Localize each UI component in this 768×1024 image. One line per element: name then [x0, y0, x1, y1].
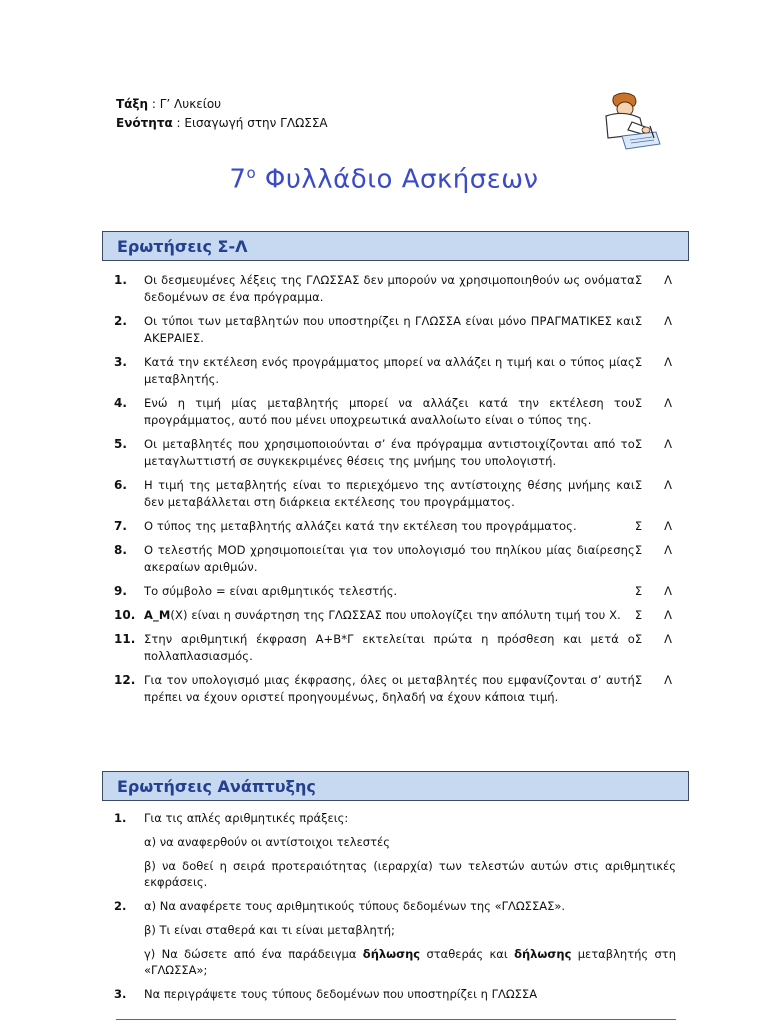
item-text: Το σύμβολο = είναι αριθμητικός τελεστής. — [144, 584, 398, 598]
item-number: 12. — [114, 673, 136, 687]
unit-label: Ενότητα — [116, 116, 173, 130]
true-option[interactable]: Σ — [634, 632, 643, 646]
false-option[interactable]: Λ — [664, 608, 672, 622]
section-heading-development: Ερωτήσεις Ανάπτυξης — [102, 771, 689, 801]
true-option[interactable]: Σ — [634, 543, 643, 557]
footer-divider — [116, 1019, 676, 1020]
item-text: Για τον υπολογισμό μιας έκφρασης, όλες οι μεταβλητές που εμφανίζονται σ’ αυτή πρέπει να έχουν οριστεί προηγουμένως, δηλαδή να έχουν κάποια τιμή. — [144, 673, 635, 704]
true-option[interactable]: Σ — [634, 396, 643, 410]
list-item — [114, 395, 676, 429]
true-option[interactable]: Σ — [634, 584, 643, 598]
list-item — [114, 810, 676, 898]
true-option[interactable]: Σ — [634, 355, 643, 369]
true-false-options[interactable] — [635, 583, 676, 600]
item-text: Ενώ η τιμή μίας μεταβλητής μπορεί να αλλάζει κατά την εκτέλεση του προγράμματος, αυτό που μένει υποχρεωτικά αναλλοίωτο είναι ο τύπος της. — [144, 396, 635, 427]
false-option[interactable]: Λ — [664, 478, 672, 492]
item-number: 2. — [114, 314, 127, 328]
item-text: Οι δεσμευμένες λέξεις της ΓΛΩΣΣΑΣ δεν μπορούν να χρησιμοποιηθούν ως ονόματα δεδομένων σε ένα πρόγραμμα. — [144, 273, 635, 304]
true-false-options[interactable] — [635, 395, 676, 429]
false-option[interactable]: Λ — [664, 355, 672, 369]
item-number: 2. — [114, 899, 127, 913]
item-text: Ο τελεστής MOD χρησιμοποιείται για τον υπολογισμό του πηλίκου μίας διαίρεσης ακεραίων αριθμών. — [144, 543, 635, 574]
item-text: Στην αριθμητική έκφραση Α+Β*Γ εκτελείται πρώτα η πρόσθεση και μετά ο πολλαπλασιασμός. — [144, 632, 635, 663]
item-text: Η τιμή της μεταβλητής είναι το περιεχόμενο της αντίστοιχης θέσης μνήμης και δεν μεταβάλλεται στη διάρκεια εκτέλεσης του προγράμματος. — [144, 478, 635, 509]
item-number: 7. — [114, 519, 127, 533]
false-option[interactable]: Λ — [664, 519, 672, 533]
question-part-b: β) Τι είναι σταθερά και τι είναι μεταβλητή; — [144, 923, 395, 937]
item-number: 5. — [114, 437, 127, 451]
true-false-options[interactable] — [635, 272, 676, 306]
item-text: Οι τύποι των μεταβλητών που υποστηρίζει η ΓΛΩΣΣΑ είναι μόνο ΠΡΑΓΜΑΤΙΚΕΣ και ΑΚΕΡΑΙΕΣ. — [144, 314, 635, 345]
false-option[interactable]: Λ — [664, 314, 672, 328]
true-false-options[interactable] — [635, 436, 676, 470]
item-number: 10. — [114, 608, 136, 622]
false-option[interactable]: Λ — [664, 543, 672, 557]
item-number: 1. — [114, 811, 127, 825]
class-label: Τάξη — [116, 97, 149, 111]
item-number: 1. — [114, 273, 127, 287]
item-number: 8. — [114, 543, 127, 557]
true-option[interactable]: Σ — [634, 437, 643, 451]
page-title: $7^o$ Φυλλάδιο Ασκήσεων — [229, 164, 539, 195]
list-item — [114, 631, 676, 665]
false-option[interactable]: Λ — [664, 584, 672, 598]
list-item — [114, 313, 676, 347]
list-item — [114, 672, 676, 706]
item-number: 9. — [114, 584, 127, 598]
true-false-options[interactable] — [635, 354, 676, 388]
false-option[interactable]: Λ — [664, 673, 672, 687]
false-option[interactable]: Λ — [664, 632, 672, 646]
true-false-options[interactable] — [635, 477, 676, 511]
list-item — [114, 898, 676, 986]
true-false-options[interactable] — [635, 518, 676, 535]
list-item — [114, 518, 676, 535]
list-item — [114, 477, 676, 511]
true-option[interactable]: Σ — [634, 519, 643, 533]
document-header — [116, 95, 328, 133]
question-part-a: α) να αναφερθούν οι αντίστοιχοι τελεστές — [144, 835, 390, 849]
question-intro: Για τις απλές αριθμητικές πράξεις: — [144, 811, 349, 825]
unit-value: : Εισαγωγή στην ΓΛΩΣΣΑ — [172, 116, 328, 130]
list-item — [114, 986, 676, 1010]
class-value: : Γ’ Λυκείου — [148, 97, 222, 111]
false-option[interactable]: Λ — [664, 437, 672, 451]
item-number: 4. — [114, 396, 127, 410]
list-item — [114, 272, 676, 306]
true-false-options[interactable] — [635, 542, 676, 576]
question-part-b: β) να δοθεί η σειρά προτεραιότητας (ιεραρχία) των τελεστών αυτών στις αριθμητικές εκφράσεις. — [144, 859, 676, 889]
question-part-c: γ) Να δώσετε από ένα παράδειγμα δήλωσης σταθεράς και δήλωσης μεταβλητής στη «ΓΛΩΣΣΑ»; — [144, 947, 676, 977]
true-false-list — [114, 272, 676, 713]
question-part-a: α) Να αναφέρετε τους αριθμητικούς τύπους δεδομένων της «ΓΛΩΣΣΑΣ». — [144, 899, 566, 913]
false-option[interactable]: Λ — [664, 273, 672, 287]
development-questions-list — [114, 810, 676, 1010]
item-text: Α_Μ(Χ) είναι η συνάρτηση της ΓΛΩΣΣΑΣ που υπολογίζει την απόλυτη τιμή του Χ. — [144, 608, 621, 622]
item-number: 6. — [114, 478, 127, 492]
true-false-options[interactable] — [635, 313, 676, 347]
true-option[interactable]: Σ — [634, 478, 643, 492]
list-item — [114, 583, 676, 600]
item-text: Ο τύπος της μεταβλητής αλλάζει κατά την εκτέλεση του προγράμματος. — [144, 519, 577, 533]
list-item — [114, 607, 676, 624]
item-number: 3. — [114, 355, 127, 369]
list-item — [114, 354, 676, 388]
student-writing-clipart — [584, 92, 662, 154]
item-number: 3. — [114, 987, 127, 1001]
section-heading-true-false: Ερωτήσεις Σ-Λ — [102, 231, 689, 261]
true-option[interactable]: Σ — [634, 608, 643, 622]
true-false-options[interactable] — [635, 672, 676, 706]
item-text: Οι μεταβλητές που χρησιμοποιούνται σ’ ένα πρόγραμμα αντιστοιχίζονται από το μεταγλωττιστή σε συγκεκριμένες θέσεις της μνήμης του υπολογιστή. — [144, 437, 635, 468]
true-option[interactable]: Σ — [634, 314, 643, 328]
function-name: Α_Μ — [144, 608, 171, 622]
true-false-options[interactable] — [635, 607, 676, 624]
true-false-options[interactable] — [635, 631, 676, 665]
item-number: 11. — [114, 632, 136, 646]
list-item — [114, 542, 676, 576]
list-item — [114, 436, 676, 470]
true-option[interactable]: Σ — [634, 273, 643, 287]
item-text: Κατά την εκτέλεση ενός προγράμματος μπορεί να αλλάζει η τιμή και ο τύπος μίας μεταβλητής. — [144, 355, 635, 386]
true-option[interactable]: Σ — [634, 673, 643, 687]
question-text: Να περιγράψετε τους τύπους δεδομένων που υποστηρίζει η ΓΛΩΣΣΑ — [144, 987, 538, 1001]
unit-line — [116, 114, 328, 133]
class-line — [116, 95, 328, 114]
false-option[interactable]: Λ — [664, 396, 672, 410]
